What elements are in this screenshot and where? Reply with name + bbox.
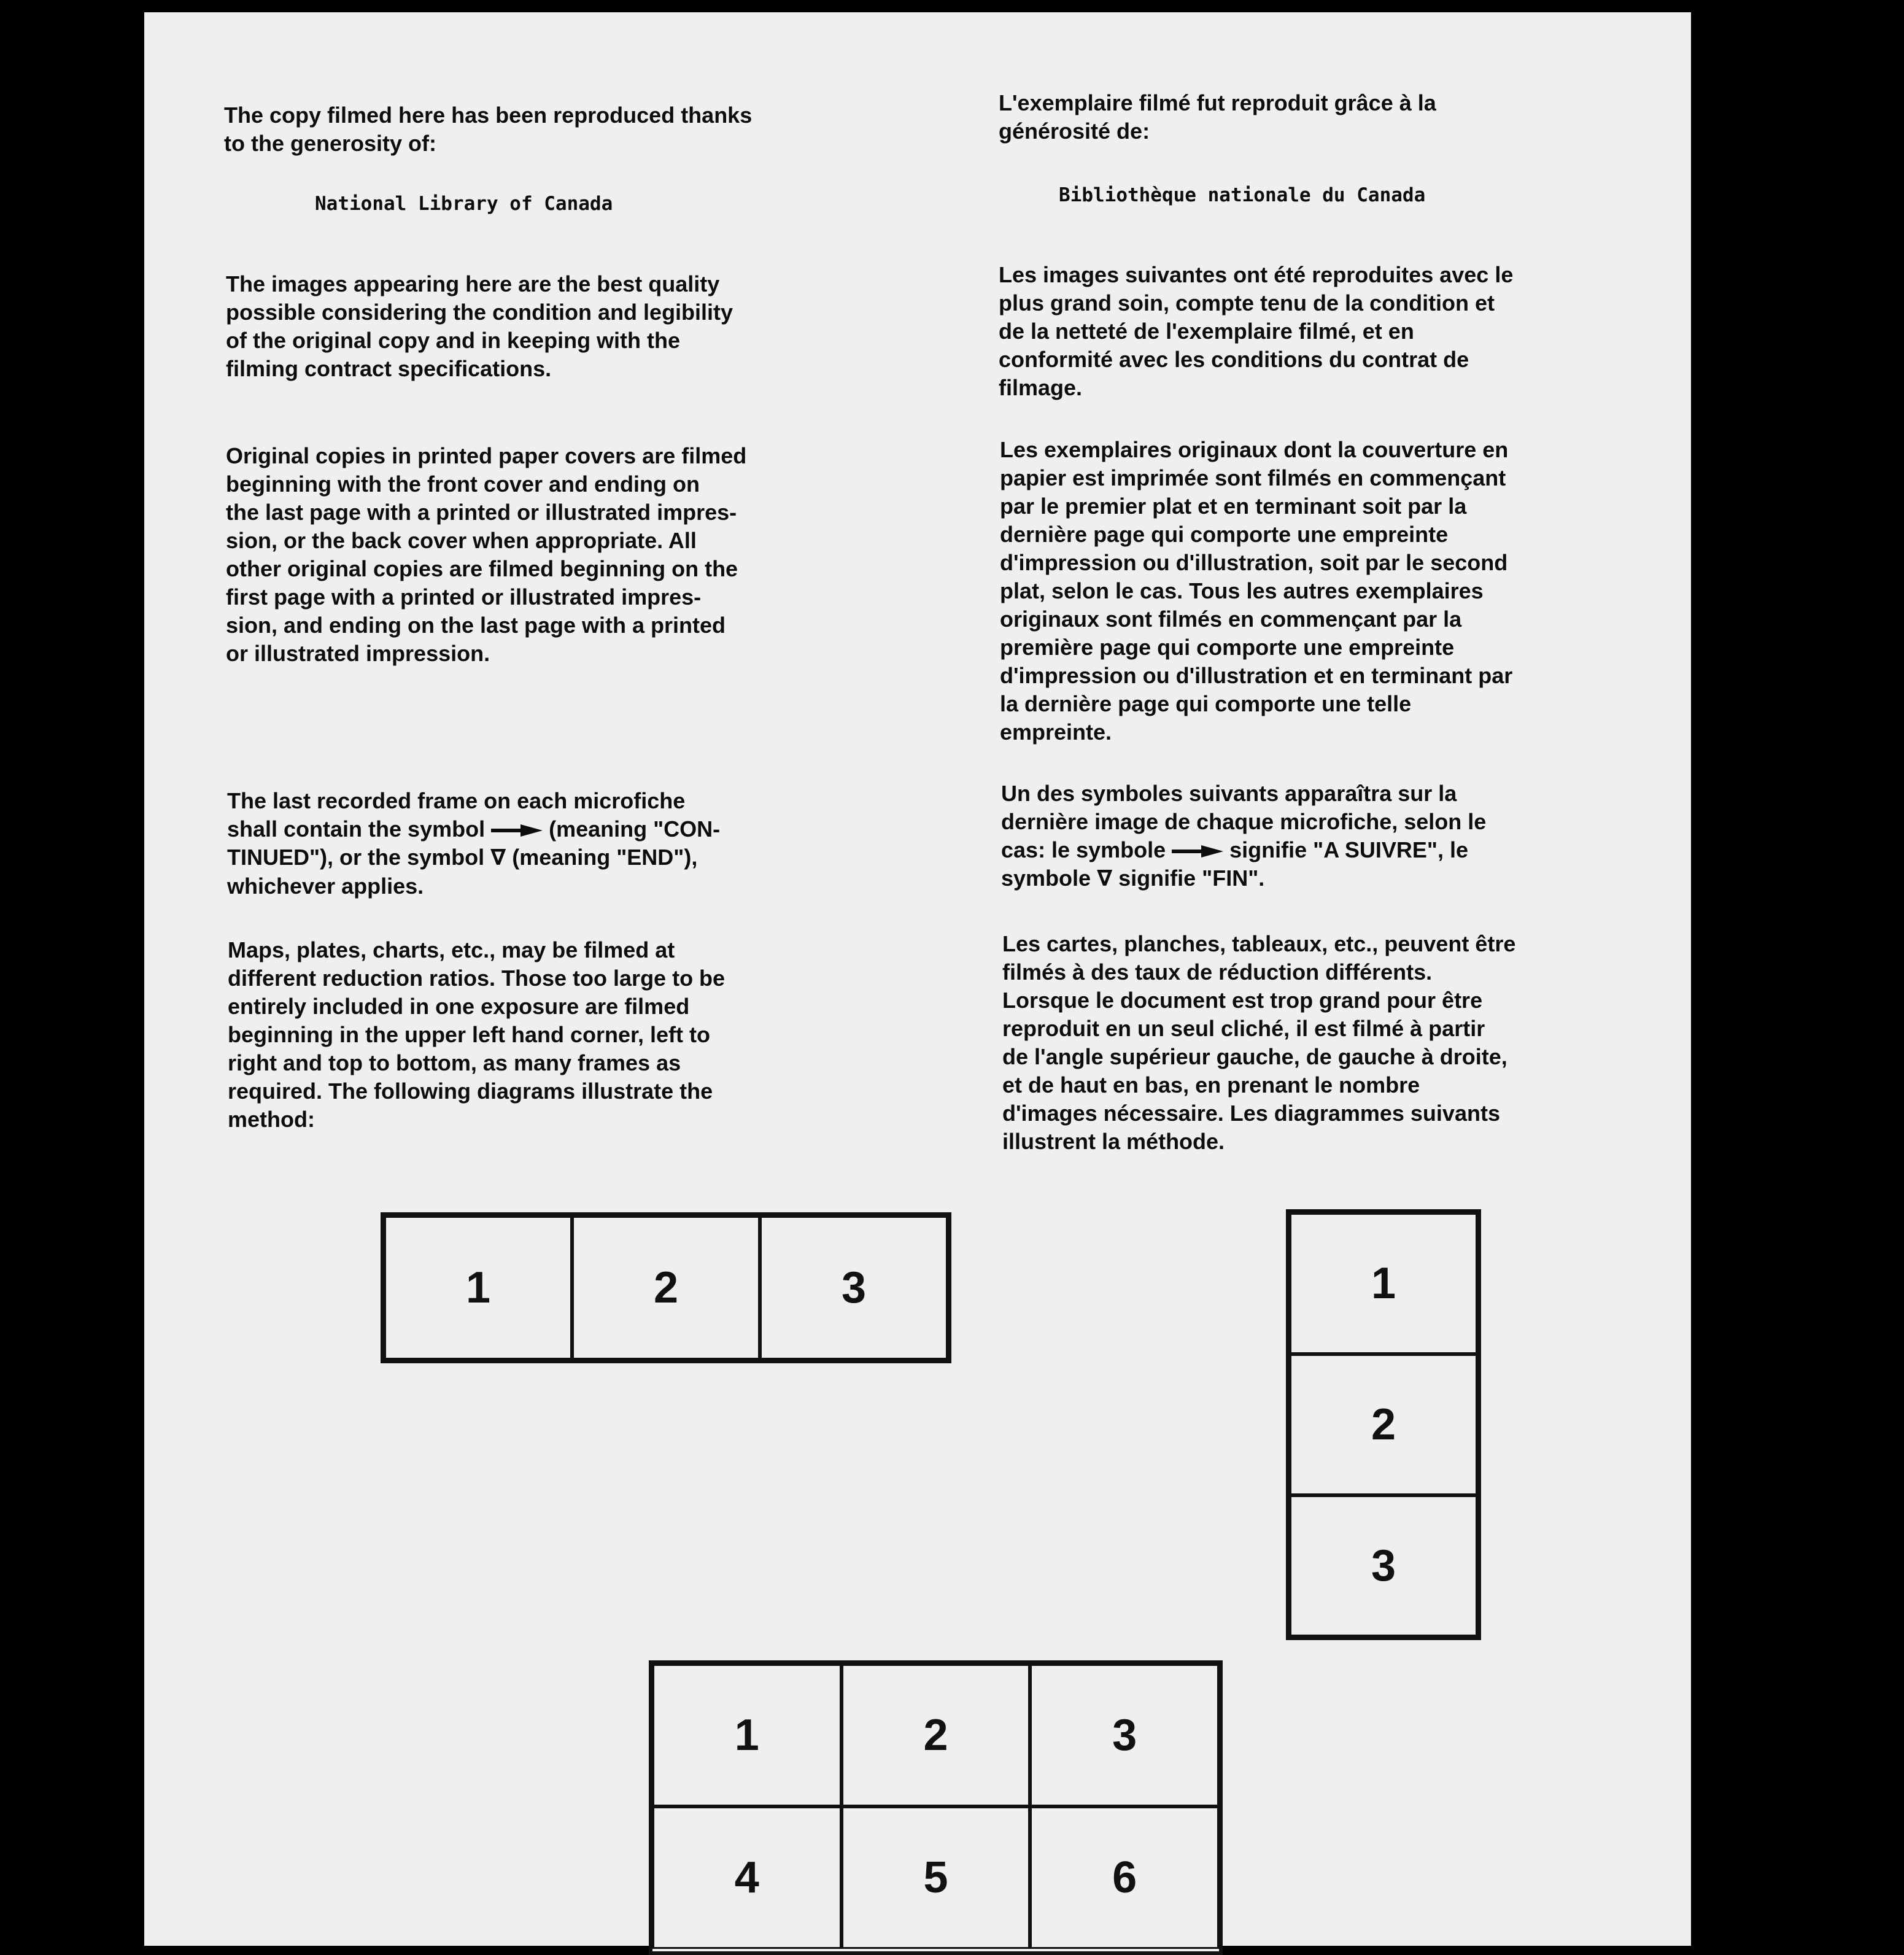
diagram-cell: 1: [1290, 1213, 1477, 1354]
diagram-cell: 3: [760, 1216, 948, 1360]
diagram-cell: 3: [1290, 1495, 1477, 1636]
english-library-name: National Library of Canada: [315, 193, 613, 215]
english-symbols-part-3: (meaning "END"), whichever applies.: [227, 845, 698, 899]
french-symbols-text: [1001, 780, 1486, 893]
grid-frames-diagram: [649, 1660, 1223, 1955]
french-symbols-part-3: signifie "FIN".: [1112, 865, 1265, 891]
horizontal-frames-diagram: [381, 1212, 951, 1363]
french-thanks-text: L'exemplaire filmé fut reproduit grâce à la générosité de:: [999, 90, 1436, 144]
english-quality-text: The images appearing here are the best quality possible considering the condition and legibility of the original copy and in keeping with the filming contract specifications.: [226, 271, 733, 381]
french-originals-text: Les exemplaires originaux dont la couverture en papier est imprimée sont filmés en commençant par le premier plat et en terminant soit par la dernière page qui comporte une empreinte d'impression ou d'illustration, soit par le second plat, selon le cas. Tous les autres exemplaires originaux sont filmés en commençant par la première page qui comporte une empreinte d'impression ou d'illustration et en terminant par la dernière page qui comporte une telle empreinte.: [1000, 437, 1513, 745]
arrow-right-icon: [491, 824, 543, 837]
microfilm-target-page: [144, 12, 1691, 1946]
english-originals-text: Original copies in printed paper covers are filmed beginning with the front cover and ending on the last page with a printed or illustrated impres- sion, or the back cover when appropriate. All other original copies are filmed beginning on the first page with a printed or illustrated impres- sion, and ending on the last page with a printed or illustrated impression.: [226, 443, 747, 666]
english-symbols-part-1: The last recorded frame on each microfiche shall contain the symbol: [227, 788, 686, 842]
english-symbols-part-2: (meaning "CON- TINUED"), or the symbol: [227, 816, 721, 870]
diagram-cell: 2: [1290, 1354, 1477, 1495]
diagram-cell: 3: [1030, 1664, 1219, 1806]
diagram-cell: 6: [1030, 1806, 1219, 1949]
diagram-cell: 1: [652, 1664, 842, 1806]
french-quality-text: Les images suivantes ont été reproduites avec le plus grand soin, compte tenu de la condition et de la netteté de l'exemplaire filmé, et en conformité avec les conditions du contrat de filmage.: [999, 262, 1514, 400]
end-triangle-icon: ∇: [1097, 866, 1113, 891]
french-symbols-part-1: Un des symboles suivants apparaîtra sur la dernière image de chaque microfiche, selon le cas: le symbole: [1001, 781, 1487, 862]
english-symbols-text: [227, 787, 720, 900]
english-maps-text: Maps, plates, charts, etc., may be filmed at different reduction ratios. Those too large to be entirely included in one exposure are filmed beginning in the upper left hand corner, left to right and top to bottom, as many frames as required. The following diagrams illustrate the method:: [228, 937, 726, 1132]
vertical-frames-diagram: [1286, 1209, 1481, 1640]
french-maps-text: Les cartes, planches, tableaux, etc., peuvent être filmés à des taux de réduction différents. Lorsque le document est trop grand pour être reproduit en un seul cliché, il est filmé à partir de l'angle supérieur gauche, de gauche à droite, et de haut en bas, en prenant le nombre d'images nécessaire. Les diagrammes suivants illustrent la méthode.: [1002, 931, 1516, 1154]
diagram-cell: 2: [572, 1216, 760, 1360]
end-triangle-icon: ∇: [490, 845, 506, 870]
french-symbols-part-2: signifie "A SUIVRE", le symbole: [1001, 837, 1469, 891]
diagram-cell: 4: [652, 1806, 842, 1949]
french-library-name: Bibliothèque nationale du Canada: [1059, 184, 1426, 206]
diagram-cell: 2: [842, 1664, 1031, 1806]
diagram-cell: 1: [384, 1216, 572, 1360]
english-thanks-text: The copy filmed here has been reproduced thanks to the generosity of:: [224, 103, 753, 156]
arrow-right-icon: [1172, 845, 1223, 857]
diagram-cell: 5: [842, 1806, 1031, 1949]
